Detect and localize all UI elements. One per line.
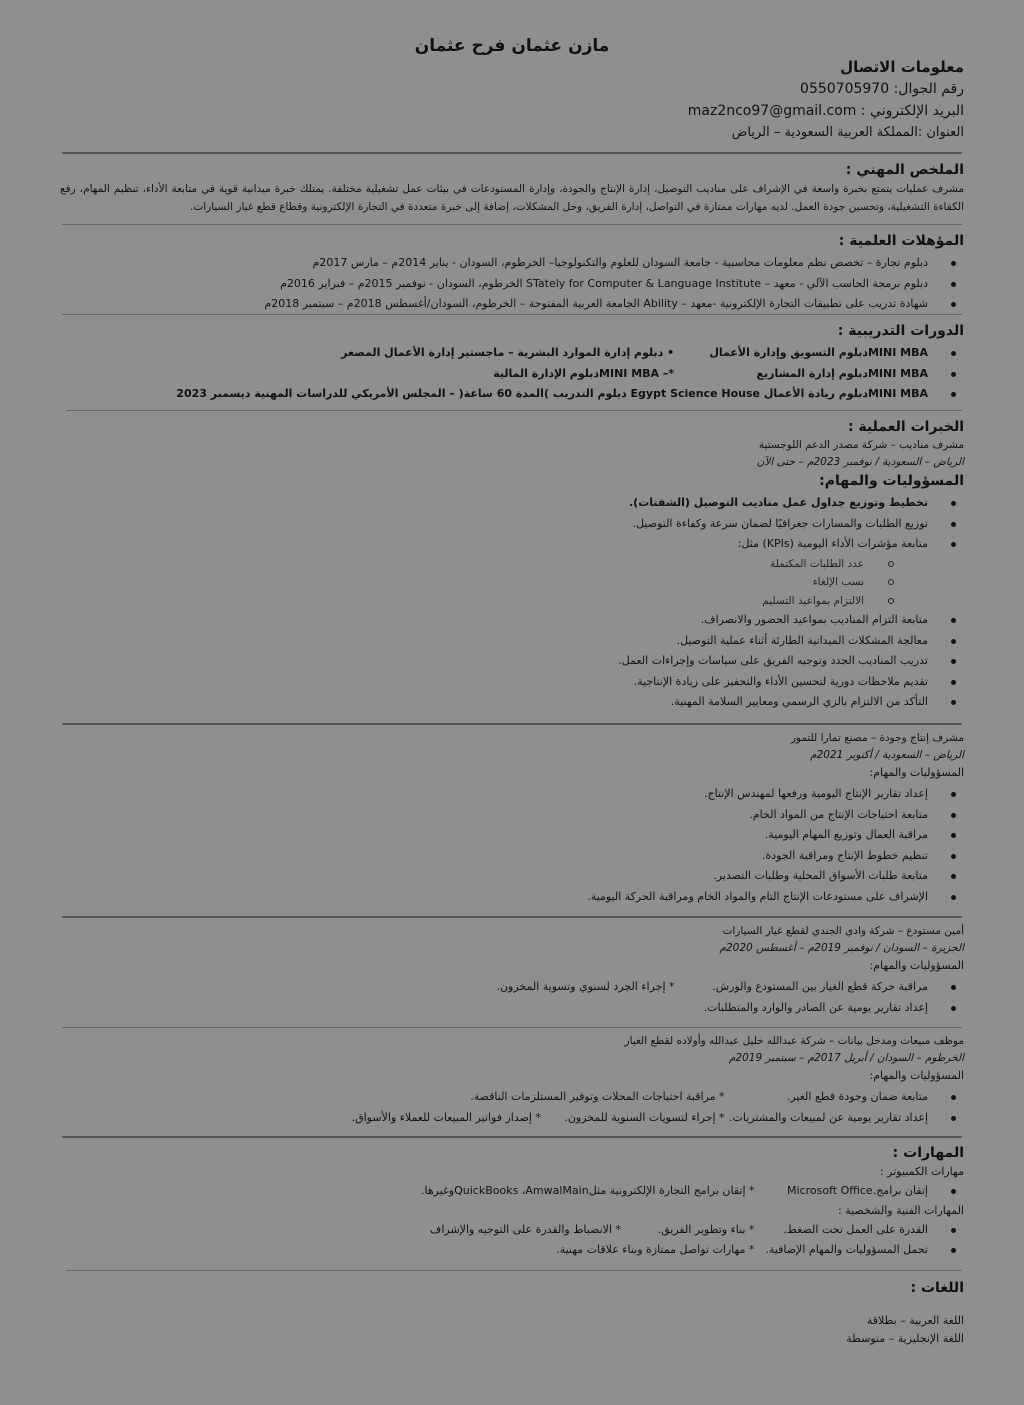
- soft-skill: تحمل المسؤوليات والمهام الإضافية.: [765, 1243, 928, 1256]
- soft-skill: القدرة على العمل تحت الضغط.: [783, 1222, 928, 1236]
- job3-title: أمين مستودع – شركة وادي الجندي لقطع غيار السيارات: [722, 925, 964, 937]
- email: البريد الإلكتروني : maz2nco97@gmail.com: [687, 103, 964, 119]
- course-item: MINI MBAدبلوم إدارة المشاريع: [756, 366, 928, 380]
- education-item: دبلوم تجارة – تخصص نظم معلومات محاسبية - جامعة السودان للعلوم والتكنولوجيا– الخرطوم، السودان - يناير 2014م – مارس 2017م: [60, 253, 928, 274]
- job4-title: موظف مبيعات ومدخل بيانات – شركة عبدالله خليل عبدالله وأولاده لقطع الغيار: [624, 1035, 964, 1047]
- job3-item: * إجراء الجرد لسنوي وتسوية المخزون.: [496, 980, 675, 993]
- soft-skill-row: [60, 1240, 928, 1261]
- job2-section: [60, 730, 964, 907]
- job1-item: التأكد من الالتزام بالزي الرسمي ومعايير السلامة المهنية.: [60, 692, 928, 713]
- job3-item: إعداد تقارير يومية عن الصادر والوارد والمتطلبات.: [703, 1000, 928, 1014]
- computer-skill: * إتقان برامج التجارة الإلكترونية مثلQuickBooks ،AmwalMainوغيرها.: [421, 1184, 755, 1197]
- divider: [66, 410, 962, 411]
- course-row: [60, 343, 928, 364]
- job1-resp-heading: المسؤوليات والمهام:: [819, 473, 964, 489]
- divider: [62, 723, 962, 725]
- soft-skill: * مهارات تواصل ممتازة وبناء علاقات مهنية.: [556, 1243, 755, 1256]
- divider: [62, 916, 962, 918]
- job2-meta: الرياض – السعودية / أكتوبر 2021م: [810, 749, 964, 761]
- job4-section: [60, 1033, 964, 1128]
- course-row: [60, 364, 928, 385]
- education-section: [60, 231, 964, 315]
- job4-item: * مراقبة احتياجات المحلات وتوفير المستلزمات الناقصة.: [470, 1090, 725, 1103]
- divider: [62, 224, 962, 225]
- skills-section: [60, 1143, 964, 1261]
- job1-item: متابعة التزام المناديب بمواعيد الحضور والانصراف.: [60, 610, 928, 631]
- kpi-item: عدد الطلبات المكتملة: [60, 555, 864, 574]
- job3-row: [60, 998, 928, 1019]
- job4-item: إعداد تقارير يومية عن لمبيعات والمشتريات.: [729, 1110, 928, 1124]
- divider: [62, 1027, 962, 1028]
- course-item: MINI MBAدبلوم التسويق وإدارة الأعمال: [709, 346, 928, 359]
- education-item: شهادة تدريب على تطبيقات التجارة الإلكترونية -معهد – Ability الجامعة العربية المفتوحة – الخرطوم، السودان/أغسطس 2018م – سبتمبر 2018م: [60, 294, 928, 315]
- language-item: اللغة الإنجليزية – متوسطة: [846, 1332, 964, 1345]
- divider: [62, 152, 962, 154]
- job4-item: متابعة ضمان وجودة قطع الغير.: [786, 1090, 928, 1103]
- job4-item: * إجراء لتسويات السنوية للمخزون.: [564, 1110, 725, 1124]
- job1-title: مشرف مناديب – شركة مصدر الدعم اللوجستية: [758, 439, 964, 451]
- job3-row: [60, 977, 928, 998]
- courses-section: [60, 321, 964, 405]
- languages-section: [60, 1278, 964, 1348]
- job2-item: إعداد تقارير الإنتاج اليومية ورفعها لمهندس الإنتاج.: [60, 784, 928, 805]
- candidate-name: مازن عثمان فرح عثمان: [414, 36, 610, 56]
- course-item: *– MINI MBAدبلوم الإدارة المالية: [493, 366, 675, 380]
- job1-meta: الرياض – السعودية / نوفمبر 2023م – حتى الآن: [756, 456, 964, 468]
- kpi-item: الالتزام بمواعيد التسليم: [60, 592, 864, 611]
- job4-row: [60, 1108, 928, 1129]
- job2-item: متابعة احتياجات الإنتاج من المواد الخام.: [60, 805, 928, 826]
- job2-item: متابعة طلبات الأسواق المحلية وطلبات التصدير.: [60, 866, 928, 887]
- phone: رقم الجوال: 0550705970: [800, 81, 964, 97]
- job1-item: معالجة المشكلات الميدانية الطارئة أثناء عملية التوصيل.: [60, 631, 928, 652]
- skills-heading: المهارات :: [892, 1145, 964, 1161]
- course-row: [60, 384, 928, 405]
- kpi-item: نسب الإلغاء: [60, 573, 864, 592]
- job2-title: مشرف إنتاج وجودة – مصنع تمارا للتمور: [790, 732, 964, 744]
- education-heading: المؤهلات العلمية :: [838, 233, 964, 249]
- job4-item: * إصدار فواتير المبيعات للعملاء والأسواق.: [351, 1110, 541, 1124]
- job1-item: متابعة مؤشرات الأداء اليومية (KPIs) مثل:: [60, 534, 928, 555]
- job4-resp-heading: المسؤوليات والمهام:: [869, 1069, 964, 1082]
- job1-item: تدريب المناديب الجدد وتوجيه الفريق على سياسات وإجراءات العمل.: [60, 651, 928, 672]
- soft-skill: * الانضباط والقدرة على التوجيه والإشراف: [429, 1222, 621, 1236]
- summary-section: [60, 160, 964, 216]
- languages-heading: اللغات :: [910, 1280, 964, 1296]
- job1-item: توزيع الطلبات والمسارات جغرافيًا لضمان سرعة وكفاءة التوصيل.: [60, 514, 928, 535]
- soft-skill-row: [60, 1220, 928, 1241]
- experience-heading: الخبرات العملية :: [847, 419, 964, 435]
- courses-heading: الدورات التدريبية :: [837, 323, 964, 339]
- divider: [66, 1270, 962, 1271]
- job1-item: تخطيط وتوزيع جداول عمل مناديب التوصيل (الشفتات).: [60, 493, 928, 514]
- experience-section: [60, 417, 964, 713]
- job3-resp-heading: المسؤوليات والمهام:: [869, 959, 964, 972]
- job4-row: [60, 1087, 928, 1108]
- computer-skills-heading: مهارات الكمبيوتر :: [879, 1165, 964, 1178]
- summary-heading: الملخص المهني :: [845, 162, 964, 178]
- language-item: اللغة العربية – بطلاقة: [866, 1314, 964, 1327]
- education-item: دبلوم برمجة الحاسب الآلي - معهد – STately for Computer & Language Institute الخرطوم، السودان - نوفمبر 2015م – فبراير 2016م: [60, 274, 928, 295]
- job3-section: [60, 923, 964, 1018]
- soft-skill: * بناء وتطوير الفريق.: [657, 1222, 755, 1236]
- job3-item: مراقبة حركة قطع الغيار بين المستودع والورش.: [712, 980, 928, 993]
- course-item: MINI MBAدبلوم ريادة الأعمال Egypt Science House دبلوم التدريب )المدة 60 ساعة( – المجلس الأمريكي للدراسات المهنية ديسمبر 2023: [176, 387, 928, 400]
- soft-skills-heading: المهارات الفنية والشخصية :: [837, 1203, 964, 1217]
- computer-skill-row: [60, 1181, 928, 1202]
- contact-section: [364, 58, 964, 144]
- job2-item: مراقبة العمال وتوزيع المهام اليومية.: [60, 825, 928, 846]
- job1-item: تقديم ملاحظات دورية لتحسين الأداء والتحفيز على زيادة الإنتاجية.: [60, 672, 928, 693]
- contact-heading: معلومات الاتصال: [840, 58, 964, 76]
- job3-meta: الجزيرة – السودان / نوفمبر 2019م – أغسطس 2020م: [719, 942, 964, 954]
- job4-meta: الخرطوم – السودان / أبريل 2017م – سبتمبر 2019م: [728, 1052, 964, 1064]
- course-item: • دبلوم إدارة الموارد البشرية – ماجستير إدارة الأعمال المصغر: [341, 346, 675, 359]
- divider: [62, 1136, 962, 1138]
- summary-text: مشرف عمليات يتمتع بخبرة واسعة في الإشراف على مناديب التوصيل، إدارة الإنتاج والجودة، وإدارة المستودعات في بيئات عمل تشغيلية مختلفة. يمتلك خبرة ميدانية قوية في متابعة الأداء، تنظيم المهام، رفع الكفاءة التشغيلية، وتحسين جودة العمل. لديه مهارات ممتازة في التواصل، إدارة الفريق، وحل المشكلات، إضافة إلى خبرة متعددة في التجارة الإلكترونية وقطاع قطع غيار السيارات.: [60, 183, 964, 213]
- address: العنوان :المملكة العربية السعودية – الرياض: [731, 125, 964, 140]
- computer-skill: إتقان برامج.Microsoft Office: [787, 1184, 928, 1197]
- job2-item: الإشراف على مستودعات الإنتاج التام والمواد الخام ومراقبة الحركة اليومية.: [60, 887, 928, 908]
- job2-item: تنظيم خطوط الإنتاج ومراقبة الجودة.: [60, 846, 928, 867]
- job2-resp-heading: المسؤوليات والمهام:: [869, 766, 964, 779]
- divider: [62, 314, 962, 315]
